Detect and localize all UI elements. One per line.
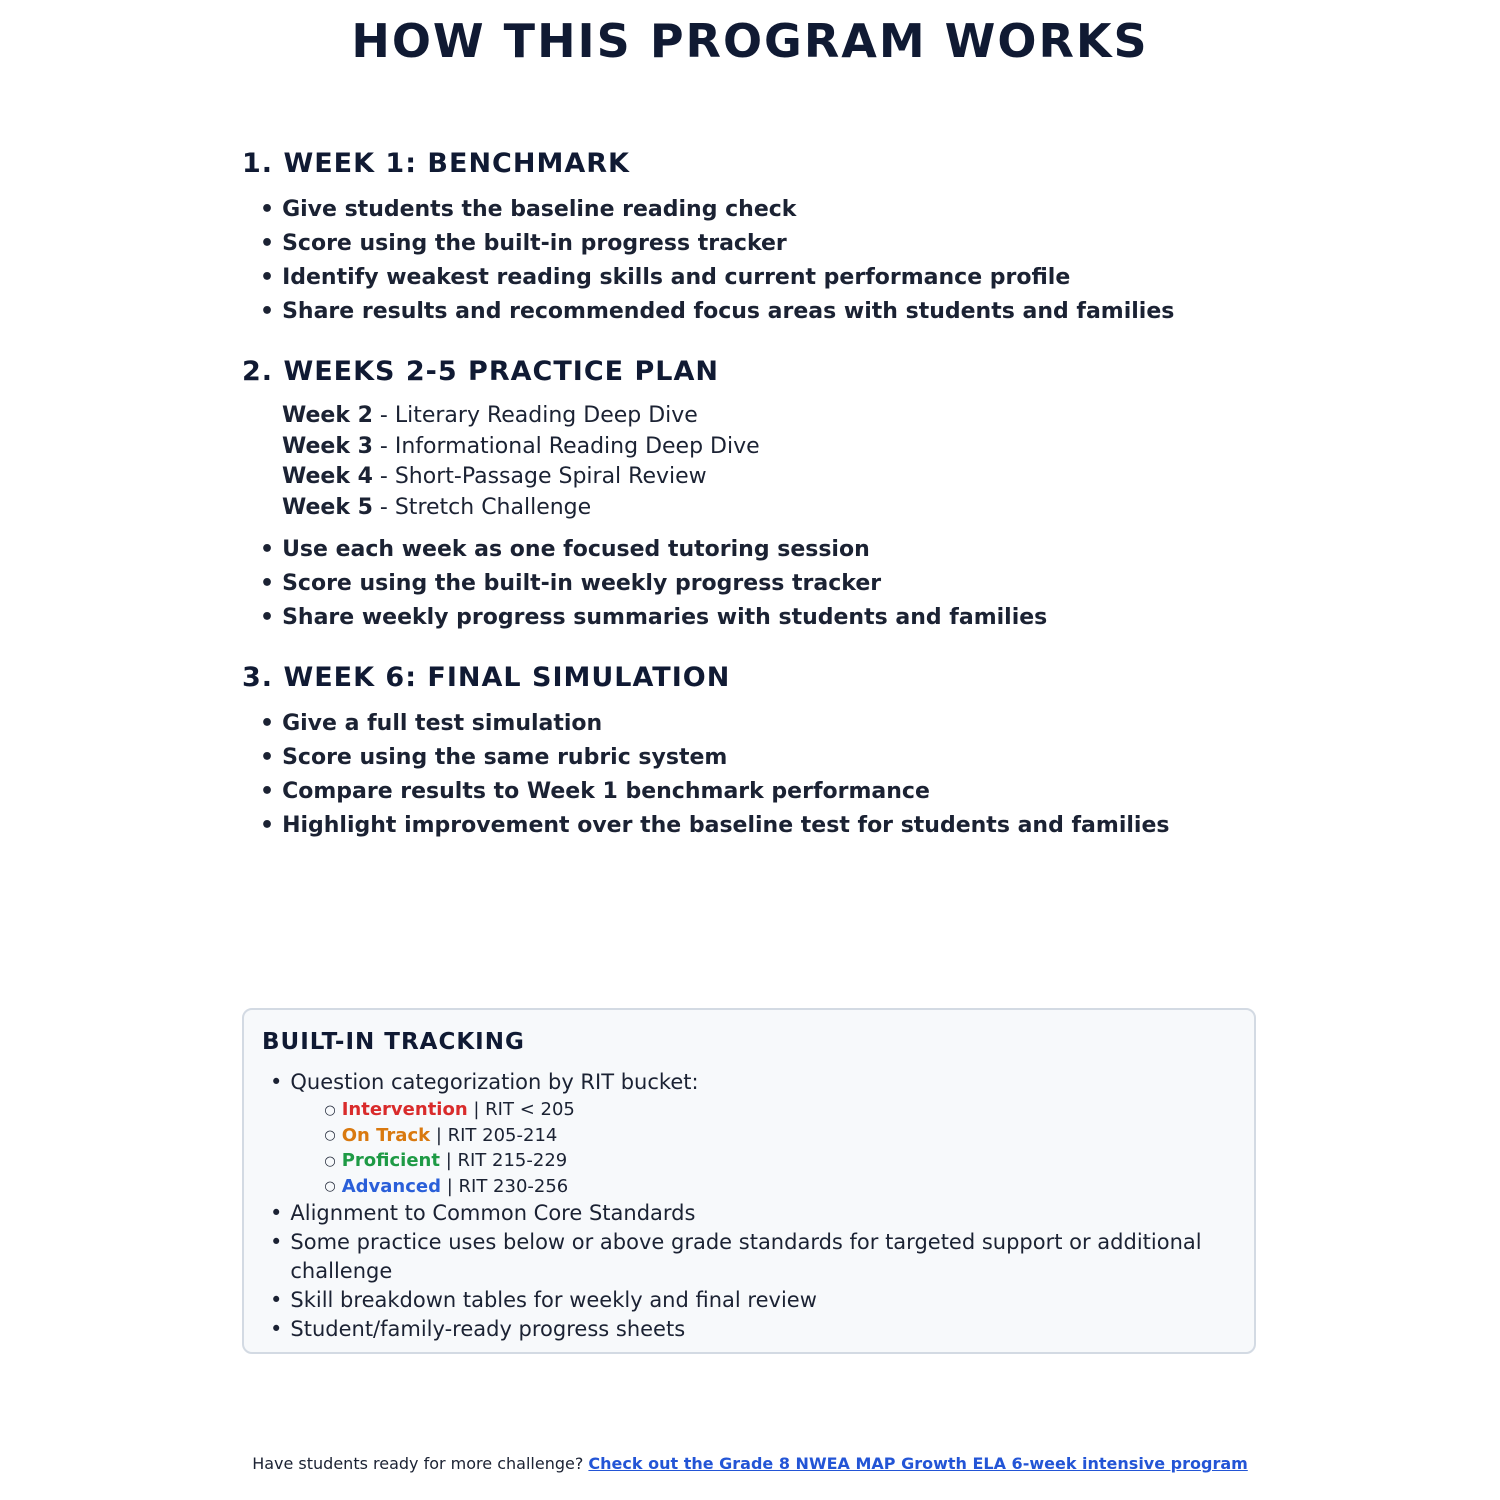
footer-text: Have students ready for more challenge? xyxy=(252,1454,589,1473)
list-item-text: Give students the baseline reading check xyxy=(282,197,797,222)
page-title: HOW THIS PROGRAM WORKS xyxy=(351,14,1149,68)
circle-bullet-icon: ○ xyxy=(324,1102,336,1118)
list-item xyxy=(260,567,1262,601)
list-item xyxy=(260,533,1262,567)
list-item-text: Identify weakest reading skills and current performance profile xyxy=(282,265,1071,290)
section-heading: 1. WEEK 1: BENCHMARK xyxy=(242,148,630,179)
list-item xyxy=(270,1228,1236,1286)
list-item-text: Score using the built-in progress tracker xyxy=(282,231,787,256)
bullet-list xyxy=(242,533,1262,635)
list-item xyxy=(260,261,1262,295)
list-item-text: Compare results to Week 1 benchmark performance xyxy=(282,779,930,804)
week-row xyxy=(282,462,1262,493)
list-item-text: Share results and recommended focus areas with students and families xyxy=(282,299,1175,324)
rit-bucket-proficient xyxy=(324,1148,698,1174)
tracking-list xyxy=(262,1068,1236,1344)
list-item-text: Give a full test simulation xyxy=(282,711,603,736)
rit-bucket-list xyxy=(290,1097,698,1199)
week-label: Week 2 xyxy=(282,403,373,428)
circle-bullet-icon: ○ xyxy=(324,1153,336,1169)
bucket-name: Advanced xyxy=(341,1175,442,1197)
list-item-text: Skill breakdown tables for weekly and final review xyxy=(290,1288,817,1312)
bucket-range: | RIT 215-229 xyxy=(439,1150,568,1171)
bullet-icon: • xyxy=(270,1070,283,1094)
bucket-name: Proficient xyxy=(341,1150,440,1171)
tracking-intro: Question categorization by RIT bucket: xyxy=(290,1070,699,1094)
bullet-icon: • xyxy=(270,1288,283,1312)
bucket-range: | RIT 230-256 xyxy=(441,1175,569,1197)
week-desc: - Stretch Challenge xyxy=(372,494,592,520)
bucket-name: On Track xyxy=(341,1124,431,1146)
week-label: Week 3 xyxy=(282,433,373,459)
program-steps xyxy=(242,145,1262,867)
list-item xyxy=(260,707,1262,741)
section-heading: 3. WEEK 6: FINAL SIMULATION xyxy=(242,662,731,693)
list-item xyxy=(260,193,1262,227)
list-item-text: Highlight improvement over the baseline test for students and families xyxy=(282,813,1170,838)
list-item xyxy=(270,1199,1236,1228)
rit-bucket-intervention xyxy=(324,1097,698,1123)
bullet-icon: • xyxy=(270,1317,283,1341)
bullet-list xyxy=(242,707,1262,843)
week-row xyxy=(282,493,1262,524)
bucket-range: | RIT 205-214 xyxy=(430,1124,558,1146)
section-week-6 xyxy=(242,659,1262,843)
list-item xyxy=(260,295,1262,329)
bullet-icon: • xyxy=(260,779,275,804)
bullet-icon: • xyxy=(260,197,275,222)
grade-8-program-link[interactable]: Check out the Grade 8 NWEA MAP Growth ELA 6-week intensive program xyxy=(588,1454,1248,1473)
bullet-icon: • xyxy=(270,1201,283,1225)
bullet-icon: • xyxy=(260,537,275,562)
list-item xyxy=(270,1068,1236,1199)
list-item-text: Use each week as one focused tutoring session xyxy=(282,537,870,562)
bullet-icon: • xyxy=(260,745,275,770)
section-weeks-2-5 xyxy=(242,353,1262,635)
list-item xyxy=(260,227,1262,261)
list-item xyxy=(270,1315,1236,1344)
list-item-text: Some practice uses below or above grade standards for targeted support or additional challenge xyxy=(290,1230,1202,1283)
bucket-name: Intervention xyxy=(341,1099,468,1120)
list-item-text: Alignment to Common Core Standards xyxy=(290,1201,696,1225)
circle-bullet-icon: ○ xyxy=(324,1179,336,1194)
circle-bullet-icon: ○ xyxy=(324,1128,336,1143)
bucket-range: | RIT < 205 xyxy=(467,1099,575,1120)
list-item xyxy=(260,601,1262,635)
built-in-tracking-panel xyxy=(242,1008,1256,1354)
list-item-text: Score using the built-in weekly progress tracker xyxy=(282,571,882,596)
week-desc: - Short-Passage Spiral Review xyxy=(372,464,707,489)
rit-bucket-advanced xyxy=(324,1174,698,1200)
section-heading: 2. WEEKS 2-5 PRACTICE PLAN xyxy=(242,356,719,387)
tracking-heading: BUILT-IN TRACKING xyxy=(262,1029,525,1055)
list-item xyxy=(260,775,1262,809)
list-item xyxy=(260,809,1262,843)
week-row xyxy=(282,401,1262,432)
bullet-icon: • xyxy=(260,813,275,838)
week-desc: - Informational Reading Deep Dive xyxy=(372,433,760,459)
week-row xyxy=(282,432,1262,463)
footer xyxy=(0,1454,1500,1473)
bullet-icon: • xyxy=(270,1230,283,1254)
bullet-icon: • xyxy=(260,231,275,256)
list-item xyxy=(260,741,1262,775)
week-label: Week 5 xyxy=(282,494,373,520)
list-item-text: Score using the same rubric system xyxy=(282,745,728,770)
list-item-text: Student/family-ready progress sheets xyxy=(290,1317,686,1341)
bullet-icon: • xyxy=(260,605,275,630)
week-desc: - Literary Reading Deep Dive xyxy=(372,403,698,428)
section-week-1 xyxy=(242,145,1262,329)
week-label: Week 4 xyxy=(282,464,373,489)
rit-bucket-on-track xyxy=(324,1123,698,1149)
bullet-icon: • xyxy=(260,711,275,736)
list-item-text: Share weekly progress summaries with students and families xyxy=(282,605,1048,630)
bullet-list xyxy=(242,193,1262,329)
bullet-icon: • xyxy=(260,571,275,596)
list-item xyxy=(270,1286,1236,1315)
bullet-icon: • xyxy=(260,299,275,324)
week-schedule xyxy=(242,401,1262,523)
bullet-icon: • xyxy=(260,265,275,290)
